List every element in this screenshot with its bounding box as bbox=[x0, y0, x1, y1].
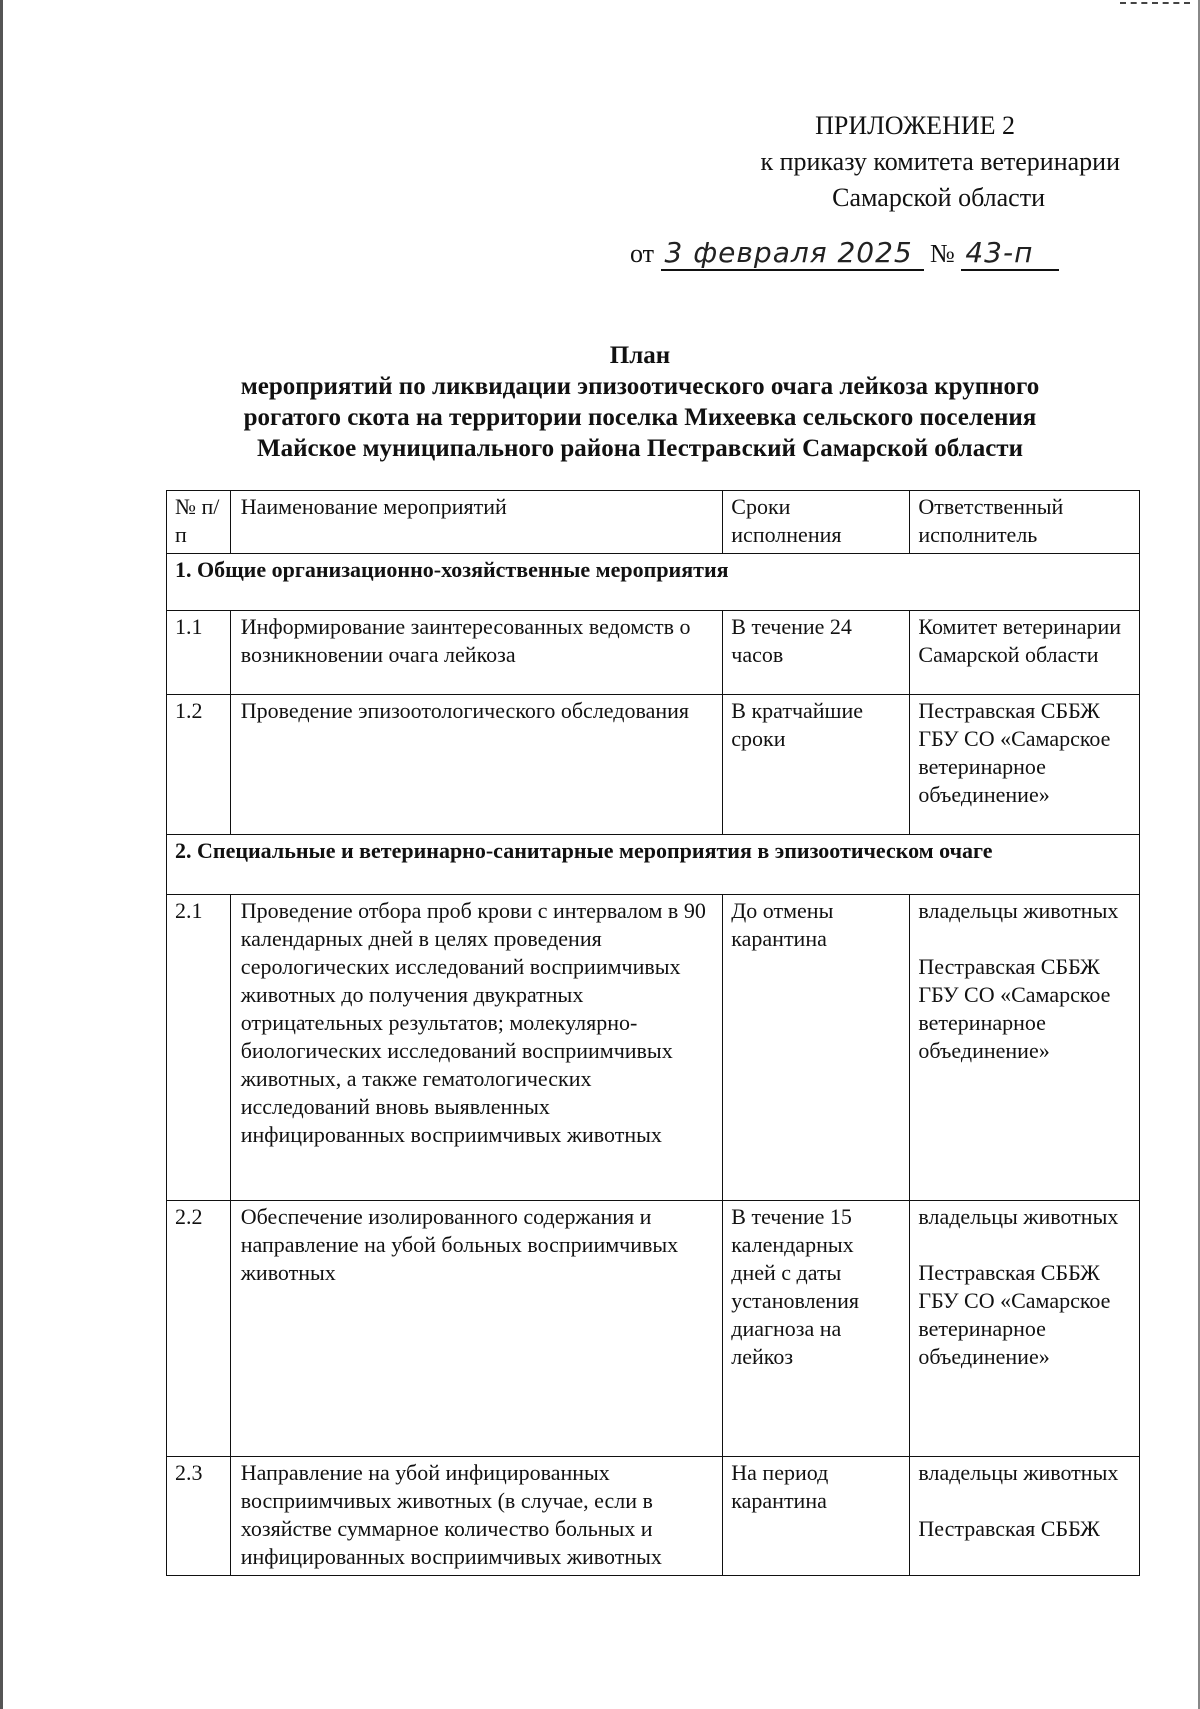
appendix-title: ПРИЛОЖЕНИЕ 2 bbox=[815, 111, 1015, 140]
title-line-3: Майское муниципального района Пестравский Самарской области bbox=[256, 435, 1023, 462]
resp-service: Пестравская СББЖ bbox=[918, 1516, 1100, 1541]
row-term: В течение 24 часов bbox=[723, 611, 910, 695]
appendix-block bbox=[600, 108, 1120, 216]
title-heading: План bbox=[609, 342, 671, 369]
row-term: В течение 15 календарных дней с даты установления диагноза на лейкоз bbox=[723, 1201, 910, 1457]
table-row bbox=[167, 695, 1140, 835]
row-term: На период карантина bbox=[723, 1457, 910, 1576]
scan-mark bbox=[1120, 2, 1190, 7]
order-date-line bbox=[630, 236, 1059, 271]
appendix-region: Самарской области bbox=[832, 183, 1045, 212]
table-row bbox=[167, 895, 1140, 1201]
row-num: 2.1 bbox=[167, 895, 231, 1201]
resp-owners: владельцы животных bbox=[918, 898, 1119, 923]
row-term: До отмены карантина bbox=[723, 895, 910, 1201]
row-resp bbox=[910, 895, 1140, 1201]
section-title-2: 2. Специальные и ветеринарно-санитарные мероприятия в эпизоотическом очаге bbox=[167, 835, 1140, 895]
row-num: 2.2 bbox=[167, 1201, 231, 1457]
title-line-1: мероприятий по ликвидации эпизоотического очага лейкоза крупного bbox=[240, 373, 1040, 400]
table-row bbox=[167, 611, 1140, 695]
number-prefix: № bbox=[930, 239, 955, 268]
row-num: 2.3 bbox=[167, 1457, 231, 1576]
handwritten-date: 3 февраля 2025 bbox=[661, 236, 924, 271]
measures-table bbox=[166, 490, 1140, 1576]
resp-service: Пестравская СББЖ ГБУ СО «Самарское ветеринарное объединение» bbox=[918, 954, 1111, 1063]
row-name: Проведение эпизоотологического обследования bbox=[230, 695, 723, 835]
page-title bbox=[160, 340, 1120, 464]
row-resp: Комитет ветеринарии Самарской области bbox=[910, 611, 1140, 695]
table-row bbox=[167, 1457, 1140, 1576]
row-num: 1.2 bbox=[167, 695, 231, 835]
scan-edge-left bbox=[0, 0, 3, 1709]
date-prefix: от bbox=[630, 239, 655, 268]
handwritten-number: 43-п bbox=[961, 236, 1059, 271]
row-name: Направление на убой инфицированных восприимчивых животных (в случае, если в хозяйстве суммарное количество больных и инфицированных восприимчивых животных bbox=[230, 1457, 723, 1576]
header-term: Сроки исполнения bbox=[723, 491, 910, 554]
row-resp bbox=[910, 1201, 1140, 1457]
section-title-1: 1. Общие организационно-хозяйственные мероприятия bbox=[167, 554, 1140, 611]
resp-owners: владельцы животных bbox=[918, 1204, 1119, 1229]
row-resp: Пестравская СББЖ ГБУ СО «Самарское ветеринарное объединение» bbox=[910, 695, 1140, 835]
row-name: Проведение отбора проб крови с интервалом в 90 календарных дней в целях проведения серологических исследований восприимчивых животных до получения двукратных отрицательных результатов; молекулярно-биологических исследований восприимчивых животных, а также гематологических исследований вновь выявленных инфицированных восприимчивых животных bbox=[230, 895, 723, 1201]
resp-service: Пестравская СББЖ ГБУ СО «Самарское ветеринарное объединение» bbox=[918, 1260, 1111, 1369]
row-name: Информирование заинтересованных ведомств о возникновении очага лейкоза bbox=[230, 611, 723, 695]
row-name: Обеспечение изолированного содержания и направление на убой больных восприимчивых животных bbox=[230, 1201, 723, 1457]
table-row bbox=[167, 1201, 1140, 1457]
section-row-2 bbox=[167, 835, 1140, 895]
table-header-row bbox=[167, 491, 1140, 554]
appendix-order-ref: к приказу комитета ветеринарии bbox=[760, 147, 1120, 176]
row-resp bbox=[910, 1457, 1140, 1576]
title-line-2: рогатого скота на территории поселка Михеевка сельского поселения bbox=[243, 404, 1037, 431]
header-resp: Ответственный исполнитель bbox=[910, 491, 1140, 554]
header-num: № п/п bbox=[167, 491, 231, 554]
section-row-1 bbox=[167, 554, 1140, 611]
row-term: В кратчайшие сроки bbox=[723, 695, 910, 835]
header-name: Наименование мероприятий bbox=[230, 491, 723, 554]
row-num: 1.1 bbox=[167, 611, 231, 695]
resp-owners: владельцы животных bbox=[918, 1460, 1119, 1485]
